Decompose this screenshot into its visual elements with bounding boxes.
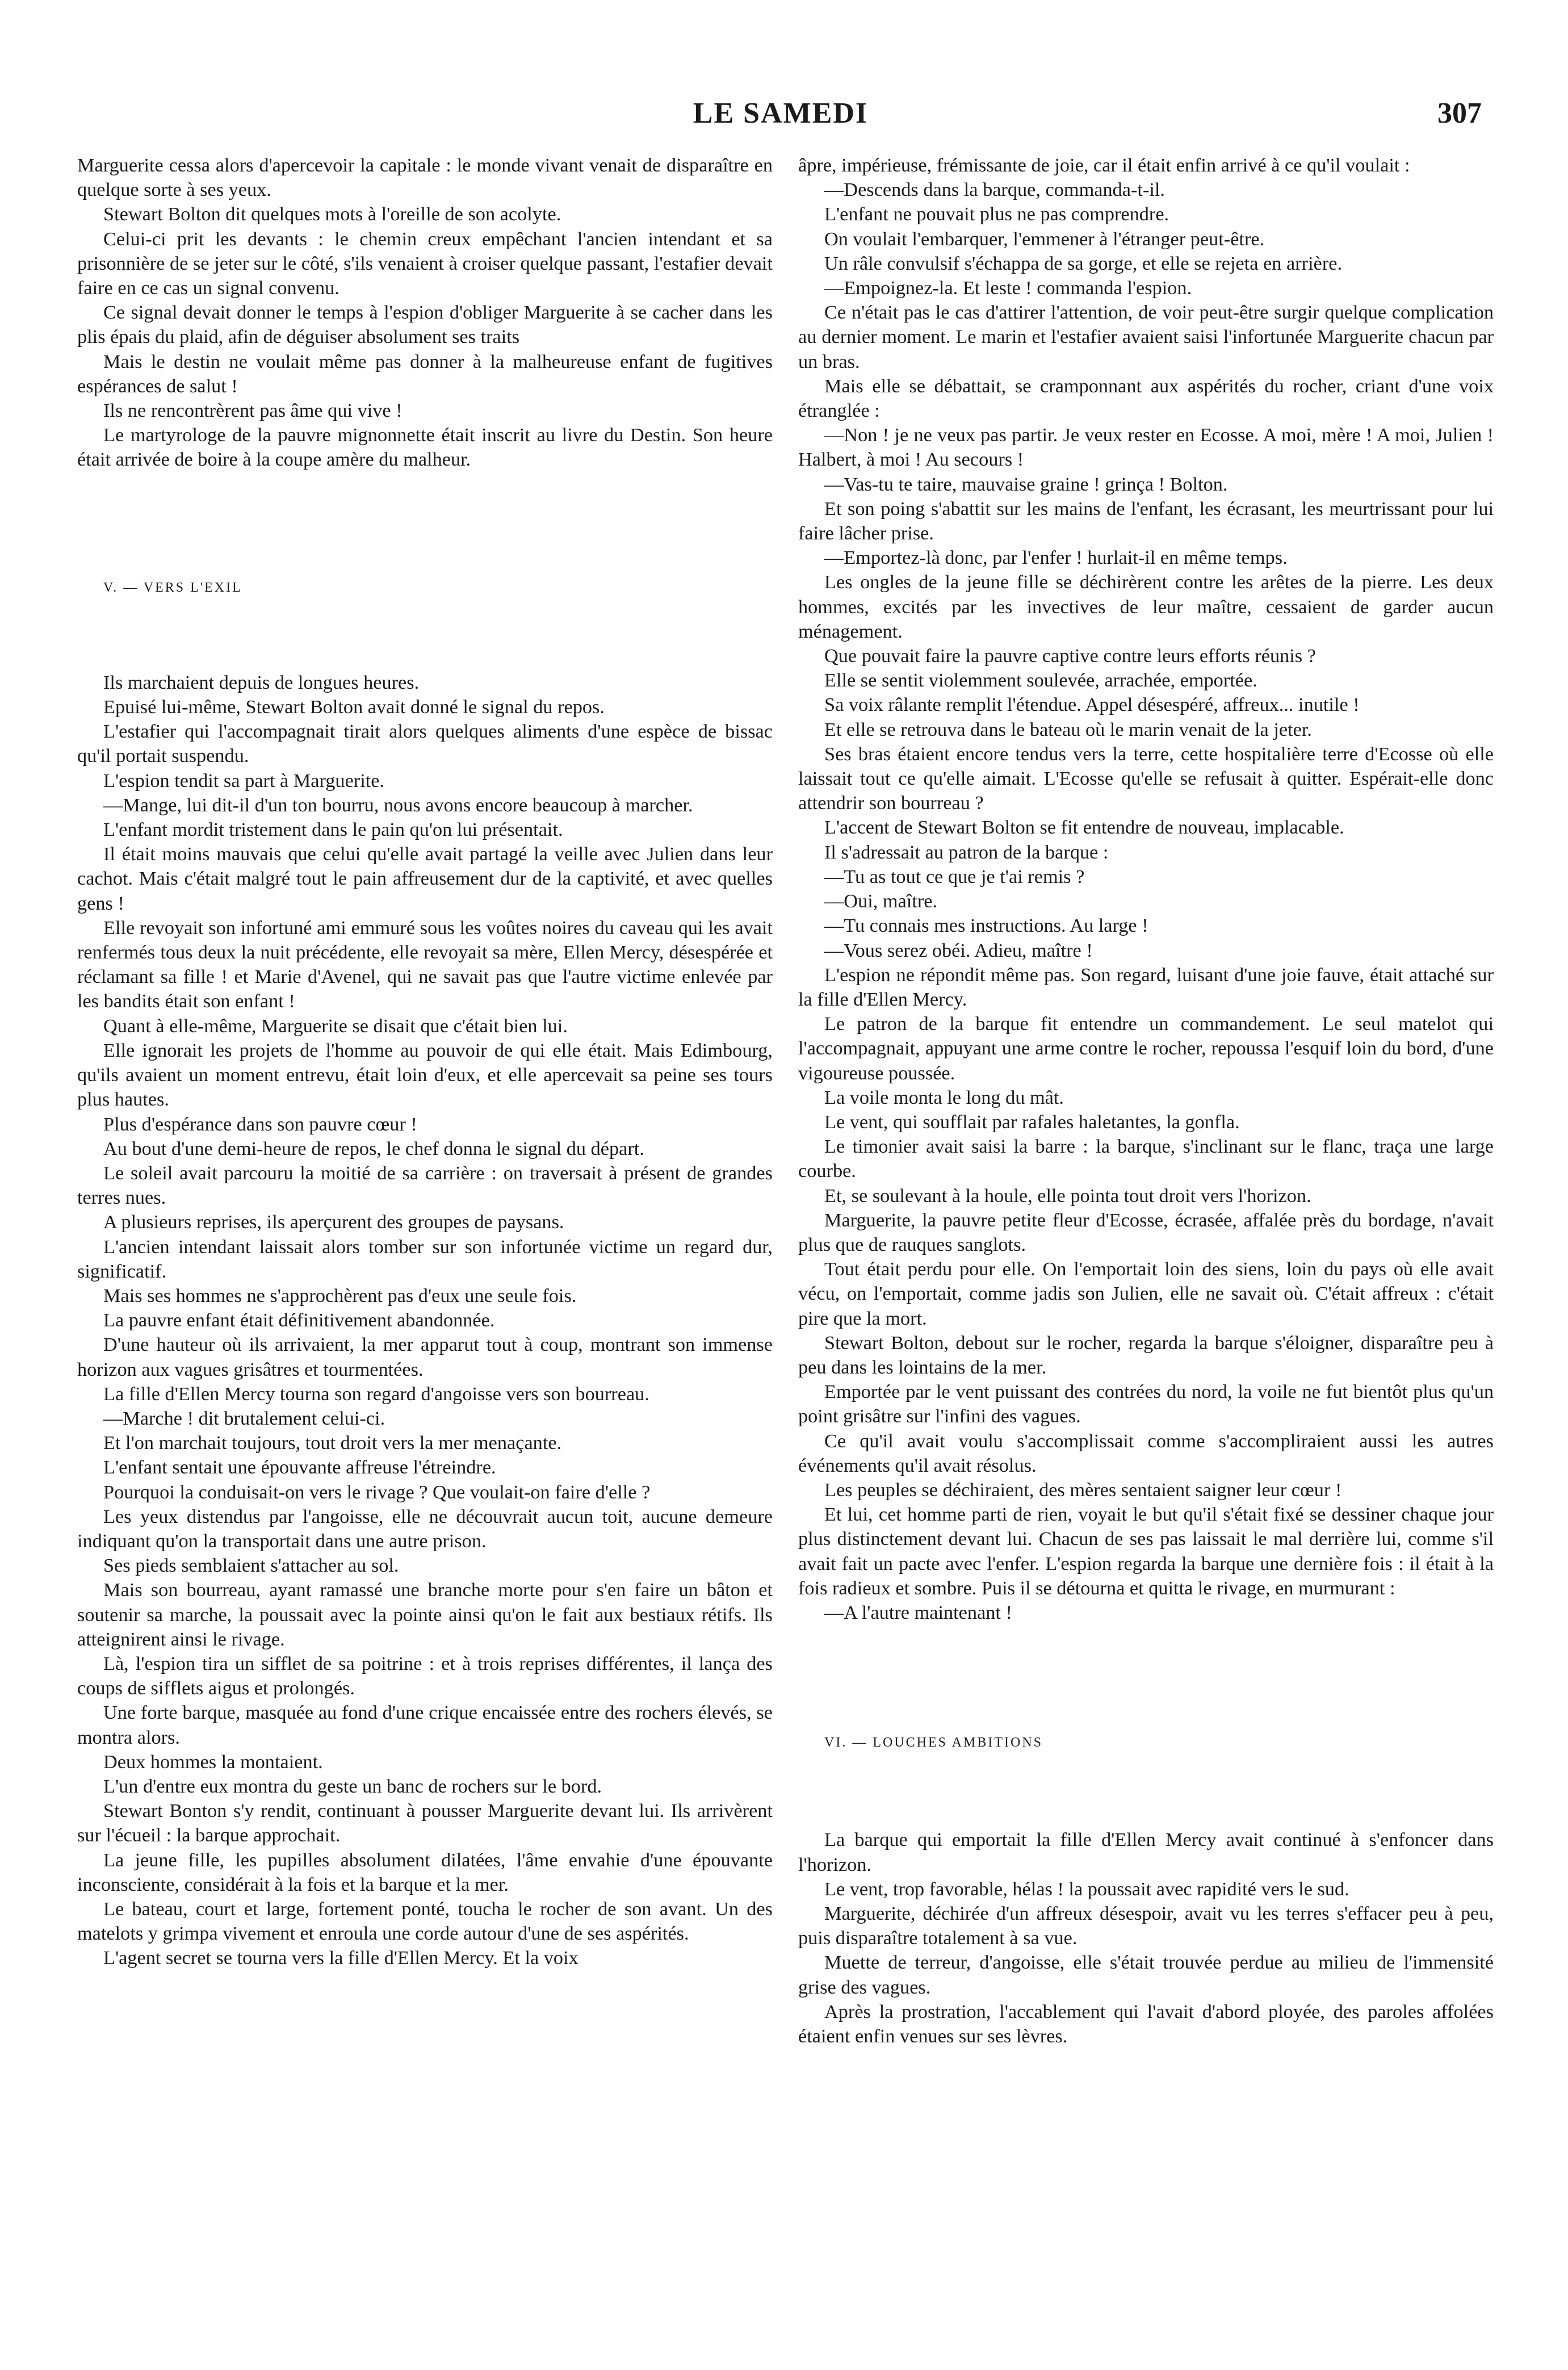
paragraph: Le patron de la barque fit entendre un commandement. Le seul matelot qui l'accompagnait, appuyant une arme contre le rocher, repoussa l'esquif loin du bord, d'une vigoureuse poussée. xyxy=(798,1013,1494,1084)
paragraph: Il s'adressait au patron de la barque : xyxy=(824,841,1109,863)
left-column-text-b xyxy=(77,671,773,1971)
paragraph: L'un d'entre eux montra du geste un banc de rochers sur le bord. xyxy=(103,1775,602,1797)
paragraph: Ce signal devait donner le temps à l'espion d'obliger Marguerite à se cacher dans les plis épais du plaid, afin de déguiser absolument ses traits xyxy=(77,302,773,348)
paragraph: Ils marchaient depuis de longues heures. xyxy=(103,671,420,693)
paragraph: Muette de terreur, d'angoisse, elle s'était trouvée perdue au milieu de l'immensité grise des vagues. xyxy=(798,1952,1494,1998)
paragraph: Là, l'espion tira un sifflet de sa poitrine : et à trois reprises différentes, il lança des coups de sifflets aigus et prolongés. xyxy=(77,1652,773,1699)
paragraph: Pourquoi la conduisait-on vers le rivage ? Que voulait-on faire d'elle ? xyxy=(103,1481,651,1503)
paragraph: Et lui, cet homme parti de rien, voyait le but qu'il s'était fixé se dessiner chaque jour plus distinctement devant lui. Chacun de ses pas laissait le mal derrière lui, comme s'il avait fait un pacte avec l'enfer. L'espion regarda la barque une dernière fois : il était à la fois radieux et sombre. Puis il se détourna et quitta le rivage, en murmurant : xyxy=(798,1504,1494,1599)
section-title: VI. — LOUCHES AMBITIONS xyxy=(824,1735,1043,1751)
paragraph: Au bout d'une demi-heure de repos, le chef donna le signal du départ. xyxy=(103,1137,644,1159)
paragraph: L'enfant sentait une épouvante affreuse l'étreindre. xyxy=(103,1456,496,1479)
paragraph: Quant à elle-même, Marguerite se disait que c'était bien lui. xyxy=(103,1015,568,1037)
paragraph: L'enfant mordit tristement dans le pain qu'on lui présentait. xyxy=(103,819,563,841)
paragraph: L'estafier qui l'accompagnait tirait alors quelques aliments d'une espèce de bissac qu'il portait suspendu. xyxy=(77,721,773,767)
paragraph: —Empoignez-la. Et leste ! commanda l'espion. xyxy=(824,277,1192,299)
paragraph: Que pouvait faire la pauvre captive contre leurs efforts réunis ? xyxy=(824,645,1316,667)
paragraph: Ses pieds semblaient s'attacher au sol. xyxy=(103,1555,399,1577)
paragraph: La barque qui emportait la fille d'Ellen Mercy avait continué à s'enfoncer dans l'horizon. xyxy=(798,1829,1494,1875)
paragraph: —Emportez-là donc, par l'enfer ! hurlait-il en même temps. xyxy=(824,547,1288,569)
paragraph: Emportée par le vent puissant des contrées du nord, la voile ne fut bientôt plus qu'un point grisâtre sur l'infini des vagues. xyxy=(798,1381,1494,1427)
paragraph: Stewart Bonton s'y rendit, continuant à pousser Marguerite devant lui. Ils arrivèrent sur l'écueil : la barque approchait. xyxy=(77,1800,773,1846)
paragraph: On voulait l'embarquer, l'emmener à l'étranger peut-être. xyxy=(824,228,1265,250)
paragraph: —Oui, maître. xyxy=(824,890,938,912)
paragraph: Et elle se retrouva dans le bateau où le marin venait de la jeter. xyxy=(824,718,1312,740)
paragraph: Ils ne rencontrèrent pas âme qui vive ! xyxy=(103,400,403,422)
paragraph: Epuisé lui-même, Stewart Bolton avait donné le signal du repos. xyxy=(103,696,605,718)
paragraph: Le martyrologe de la pauvre mignonnette était inscrit au livre du Destin. Son heure était arrivée de boire à la coupe amère du malheur. xyxy=(77,424,773,471)
paragraph: Mais ses hommes ne s'approchèrent pas d'eux une seule fois. xyxy=(103,1284,577,1307)
paragraph: Le timonier avait saisi la barre : la barque, s'inclinant sur le flanc, traça une large courbe. xyxy=(798,1136,1494,1182)
paragraph: —Vous serez obéi. Adieu, maître ! xyxy=(824,939,1093,961)
paragraph: La fille d'Ellen Mercy tourna son regard d'angoisse vers son bourreau. xyxy=(103,1383,649,1405)
section-title: V. — VERS L'EXIL xyxy=(103,580,242,595)
left-column xyxy=(77,153,773,1971)
page-header xyxy=(79,97,1482,142)
paragraph: Le bateau, court et large, fortement ponté, toucha le rocher de son avant. Un des matelots y grimpa vivement et enroula une corde autour d'une de ses aspérités. xyxy=(77,1898,773,1945)
paragraph: Sa voix râlante remplit l'étendue. Appel désespéré, affreux... inutile ! xyxy=(824,694,1360,716)
paragraph: Elle ignorait les projets de l'homme au pouvoir de qui elle était. Mais Edimbourg, qu'ils avaient un moment entrevu, était loin d'eux, et elle apercevait sa peine ses tours plus hautes. xyxy=(77,1039,773,1111)
paragraph: —Vas-tu te taire, mauvaise graine ! grinça ! Bolton. xyxy=(824,473,1228,495)
paragraph: Les ongles de la jeune fille se déchirèrent contre les arêtes de la pierre. Les deux hommes, excités par les invectives de leur maître, cessaient de garder aucun ménagement. xyxy=(798,571,1494,642)
paragraph: Le vent, trop favorable, hélas ! la poussait avec rapidité vers le sud. xyxy=(824,1878,1349,1900)
right-column-text-a xyxy=(798,153,1494,1625)
paragraph: Une forte barque, masquée au fond d'une crique encaissée entre des rochers élevés, se montra alors. xyxy=(77,1702,773,1748)
paragraph: Mais le destin ne voulait même pas donner à la malheureuse enfant de fugitives espérances de salut ! xyxy=(77,350,773,397)
paragraph: âpre, impérieuse, frémissante de joie, car il était enfin arrivé à ce qu'il voulait : xyxy=(798,154,1410,176)
paragraph: Elle se sentit violemment soulevée, arrachée, emportée. xyxy=(824,669,1257,692)
paragraph: L'accent de Stewart Bolton se fit entendre de nouveau, implacable. xyxy=(824,816,1344,839)
paragraph: La pauvre enfant était définitivement abandonnée. xyxy=(103,1309,495,1331)
paragraph: —Non ! je ne veux pas partir. Je veux rester en Ecosse. A moi, mère ! A moi, Julien ! Halbert, à moi ! Au secours ! xyxy=(798,424,1494,471)
right-column-text-b xyxy=(798,1828,1494,2049)
paragraph: L'espion tendit sa part à Marguerite. xyxy=(103,769,385,792)
paragraph: Elle revoyait son infortuné ami emmuré sous les voûtes noires du caveau qui les avait renfermés tous deux la nuit précédente, elle revoyait sa mère, Ellen Mercy, désespérée et réclamant sa fille ! et Marie d'Avenel, qui ne savait pas que l'autre victime enlevée par les bandits était son enfant ! xyxy=(77,916,773,1012)
paragraph: —A l'autre maintenant ! xyxy=(824,1601,1012,1623)
page-number: 307 xyxy=(1437,97,1482,129)
paragraph: Le soleil avait parcouru la moitié de sa carrière : on traversait à présent de grandes terres nues. xyxy=(77,1162,773,1209)
paragraph: Mais son bourreau, ayant ramassé une branche morte pour s'en faire un bâton et soutenir sa marche, la poussait avec la pointe ainsi qu'on le fait aux bestiaux rétifs. Ils atteignirent ainsi le rivage. xyxy=(77,1579,773,1650)
paragraph: D'une hauteur où ils arrivaient, la mer apparut tout à coup, montrant son immense horizon aux vagues grisâtres et tourmentées. xyxy=(77,1334,773,1380)
paragraph: La jeune fille, les pupilles absolument dilatées, l'âme envahie d'une épouvante inconsciente, considérait à la fois et la barque et la mer. xyxy=(77,1849,773,1895)
paragraph: Mais elle se débattait, se cramponnant aux aspérités du rocher, criant d'une voix étranglée : xyxy=(798,375,1494,422)
paragraph: —Descends dans la barque, commanda-t-il. xyxy=(824,179,1165,201)
paragraph: Et l'on marchait toujours, tout droit vers la mer menaçante. xyxy=(103,1432,562,1454)
paragraph: Marguerite, déchirée d'un affreux désespoir, avait vu les terres s'effacer peu à peu, puis disparaître totalement à sa vue. xyxy=(798,1903,1494,1949)
left-column-text-a xyxy=(77,153,773,472)
paragraph: Et, se soulevant à la houle, elle pointa tout droit vers l'horizon. xyxy=(824,1184,1311,1207)
paragraph: —Marche ! dit brutalement celui-ci. xyxy=(103,1407,385,1429)
paragraph: Stewart Bolton dit quelques mots à l'oreille de son acolyte. xyxy=(103,203,561,225)
paragraph: Un râle convulsif s'échappa de sa gorge, et elle se rejeta en arrière. xyxy=(824,252,1343,274)
paragraph: Deux hommes la montaient. xyxy=(103,1751,323,1773)
paragraph: Les yeux distendus par l'angoisse, elle ne découvrait aucun toit, aucune demeure indiquant qu'on la transportait dans une autre prison. xyxy=(77,1505,773,1552)
paragraph: Après la prostration, l'accablement qui l'avait d'abord ployée, des paroles affolées étaient enfin venues sur ses lèvres. xyxy=(798,2000,1494,2047)
paragraph: Ses bras étaient encore tendus vers la terre, cette hospitalière terre d'Ecosse où elle laissait tout ce qu'elle aimait. L'Ecosse qu'elle se refusait à quitter. Espérait-elle donc attendrir son bourreau ? xyxy=(798,743,1494,814)
paragraph: A plusieurs reprises, ils aperçurent des groupes de paysans. xyxy=(103,1211,564,1233)
paragraph: Ce n'était pas le cas d'attirer l'attention, de voir peut-être surgir quelque complication au dernier moment. Le marin et l'estafier avaient saisi l'infortunée Marguerite chacun par un bras. xyxy=(798,302,1494,372)
paragraph: Il était moins mauvais que celui qu'elle avait partagé la veille avec Julien dans leur cachot. Mais c'était malgré tout le pain affreusement dur de la captivité, et avec quelles gens ! xyxy=(77,843,773,914)
paragraph: La voile monta le long du mât. xyxy=(824,1086,1064,1108)
publication-title: LE SAMEDI xyxy=(693,97,869,129)
paragraph: Stewart Bolton, debout sur le rocher, regarda la barque s'éloigner, disparaître peu à peu dans les lointains de la mer. xyxy=(798,1331,1494,1378)
paragraph: —Tu as tout ce que je t'ai remis ? xyxy=(824,865,1085,887)
paragraph: —Tu connais mes instructions. Au large ! xyxy=(824,915,1148,937)
paragraph: —Mange, lui dit-il d'un ton bourru, nous avons encore beaucoup à marcher. xyxy=(103,794,693,816)
paragraph: Marguerite, la pauvre petite fleur d'Ecosse, écrasée, affalée près du bordage, n'avait plus que de rauques sanglots. xyxy=(798,1209,1494,1255)
paragraph: Et son poing s'abattit sur les mains de l'enfant, les écrasant, les meurtrissant pour lui faire lâcher prise. xyxy=(798,497,1494,545)
paragraph: Tout était perdu pour elle. On l'emportait loin des siens, loin du pays où elle avait vécu, on l'emportait, comme jadis son Julien, elle ne savait où. C'était affreux : c'était pire que la mort. xyxy=(798,1258,1494,1329)
paragraph: L'espion ne répondit même pas. Son regard, luisant d'une joie fauve, était attaché sur la fille d'Ellen Mercy. xyxy=(798,964,1494,1010)
right-column xyxy=(798,153,1494,2049)
paragraph: Les peuples se déchiraient, des mères sentaient saigner leur cœur ! xyxy=(824,1479,1342,1501)
paragraph: L'agent secret se tourna vers la fille d'Ellen Mercy. Et la voix xyxy=(103,1947,578,1969)
paragraph: Celui-ci prit les devants : le chemin creux empêchant l'ancien intendant et sa prisonnière de se jeter sur le côté, s'ils venaient à croiser quelque passant, l'estafier devait faire en ce cas un signal convenu. xyxy=(77,228,773,299)
paragraph: L'ancien intendant laissait alors tomber sur son infortunée victime un regard dur, significatif. xyxy=(77,1236,773,1282)
paragraph: Marguerite cessa alors d'apercevoir la capitale : le monde vivant venait de disparaître en quelque sorte à ses yeux. xyxy=(77,154,773,201)
paragraph: L'enfant ne pouvait plus ne pas comprendre. xyxy=(824,203,1169,225)
paragraph: Plus d'espérance dans son pauvre cœur ! xyxy=(103,1113,417,1135)
paragraph: Ce qu'il avait voulu s'accomplissait comme s'accompliraient aussi les autres événements qu'il avait résolus. xyxy=(798,1430,1494,1476)
paragraph: Le vent, qui soufflait par rafales haletantes, la gonfla. xyxy=(824,1111,1240,1133)
